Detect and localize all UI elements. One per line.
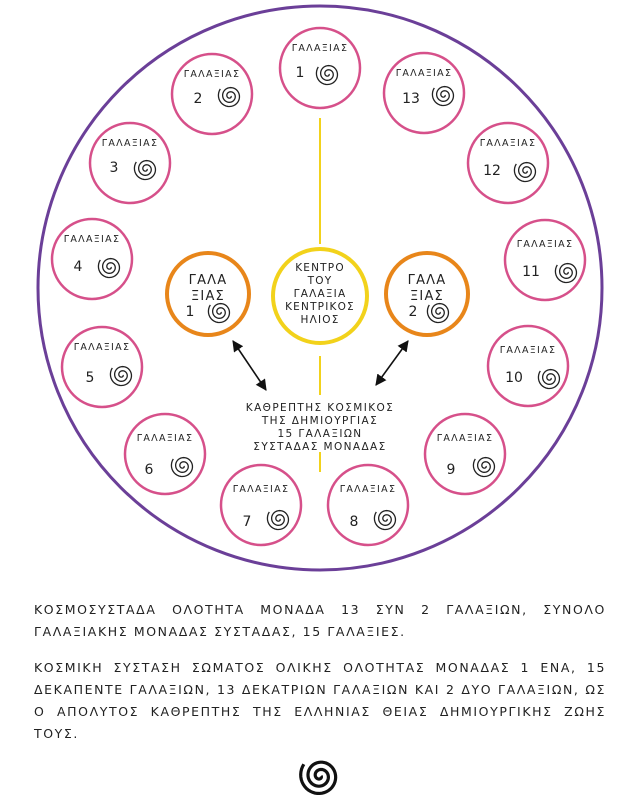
galaxy-number: 8 — [349, 514, 359, 530]
galaxy-label: ΓΑΛΑΞΙΑΣ — [232, 484, 290, 495]
galaxy-label: ΓΑΛΑΞΙΑΣ — [101, 138, 159, 149]
svg-text:ΓΑΛΑ: ΓΑΛΑ — [407, 273, 447, 288]
svg-text:ΞΙΑΣ: ΞΙΑΣ — [191, 289, 225, 304]
galaxy-4 — [52, 219, 132, 299]
galaxy-5 — [62, 327, 142, 407]
galaxy-number: 1 — [295, 65, 305, 81]
svg-text:2: 2 — [408, 304, 418, 320]
galaxy-label: ΓΑΛΑΞΙΑΣ — [436, 433, 494, 444]
svg-text:ΞΙΑΣ: ΞΙΑΣ — [410, 289, 444, 304]
galaxy-3 — [90, 123, 170, 203]
galaxy-number: 3 — [109, 160, 119, 176]
svg-text:ΓΑΛΑΞΙΑ: ΓΑΛΑΞΙΑ — [293, 288, 347, 300]
svg-text:ΤΟΥ: ΤΟΥ — [307, 275, 333, 287]
svg-text:15 ΓΑΛΑΞΙΩΝ: 15 ΓΑΛΑΞΙΩΝ — [277, 428, 363, 440]
spiral-icon — [288, 752, 352, 800]
galaxy-12 — [468, 123, 548, 203]
galaxy-number: 4 — [73, 259, 83, 275]
galaxy-10 — [488, 326, 568, 406]
galaxy-label: ΓΑΛΑΞΙΑΣ — [136, 433, 194, 444]
galaxy-number: 12 — [483, 163, 501, 179]
galaxy-number: 2 — [193, 91, 203, 107]
galaxy-label: ΓΑΛΑΞΙΑΣ — [395, 68, 453, 79]
galaxy-13 — [384, 53, 464, 133]
svg-text:ΤΗΣ ΔΗΜΙΟΥΡΓΙΑΣ: ΤΗΣ ΔΗΜΙΟΥΡΓΙΑΣ — [261, 415, 379, 427]
galaxy-9 — [425, 414, 505, 494]
galaxy-label: ΓΑΛΑΞΙΑΣ — [479, 138, 537, 149]
galaxy-number: 5 — [85, 370, 95, 386]
svg-text:ΓΑΛΑ: ΓΑΛΑ — [188, 273, 228, 288]
galaxy-label: ΓΑΛΑΞΙΑΣ — [183, 69, 241, 80]
galaxy-label: ΓΑΛΑΞΙΑΣ — [73, 342, 131, 353]
svg-text:ΚΕΝΤΡΙΚΟΣ: ΚΕΝΤΡΙΚΟΣ — [285, 301, 355, 313]
svg-text:ΣΥΣΤΑΔΑΣ ΜΟΝΑΔΑΣ: ΣΥΣΤΑΔΑΣ ΜΟΝΑΔΑΣ — [253, 441, 387, 453]
svg-text:ΚΕΝΤΡΟ: ΚΕΝΤΡΟ — [295, 262, 345, 274]
galaxy-1 — [280, 28, 360, 108]
inner-galaxy-2 — [386, 253, 468, 335]
galaxy-label: ΓΑΛΑΞΙΑΣ — [339, 484, 397, 495]
galaxy-label: ΓΑΛΑΞΙΑΣ — [291, 43, 349, 54]
galaxy-8 — [328, 465, 408, 545]
arrow-left — [233, 341, 266, 390]
inner-galaxy-1 — [167, 253, 249, 335]
galaxy-11 — [505, 220, 585, 300]
galaxy-number: 11 — [522, 264, 540, 280]
arrow-right — [376, 341, 408, 385]
galaxy-number: 7 — [242, 514, 252, 530]
galaxy-7 — [221, 465, 301, 545]
central-sun — [273, 249, 367, 343]
galaxy-number: 10 — [505, 370, 523, 386]
caption-description: ΚΟΣΜΙΚΗ ΣΥΣΤΑΣΗ ΣΩΜΑΤΟΣ ΟΛΙΚΗΣ ΟΛΟΤΗΤΑΣ ΜΟΝΑΔΑΣ 1 ΕΝΑ, 15 ΔΕΚΑΠΕΝΤΕ ΓΑΛΑΞΙΩΝ, 13 ΔΕΚΑΤΡΙΩΝ ΓΑΛΑΞΙΩΝ ΚΑΙ 2 ΔΥΟ ΓΑΛΑΞΙΩΝ, ΩΣ Ο ΑΠΟΛΥΤΟΣ ΚΑΘΡΕΠΤΗΣ ΤΗΣ ΕΛΛΗΝΙΑΣ ΘΕΙΑΣ ΔΗΜΙΟΥΡΓΙΚΗΣ ΖΩΗΣ ΤΟΥΣ. — [34, 660, 606, 741]
galaxy-label: ΓΑΛΑΞΙΑΣ — [499, 345, 557, 356]
svg-text:ΗΛΙΟΣ: ΗΛΙΟΣ — [300, 314, 340, 326]
galaxy-label: ΓΑΛΑΞΙΑΣ — [516, 239, 574, 250]
galaxy-number: 9 — [446, 462, 456, 478]
galaxy-6 — [125, 414, 205, 494]
caption-summary: ΚΟΣΜΟΣΥΣΤΑΔΑ ΟΛΟΤΗΤΑ ΜΟΝΑΔΑ 13 ΣΥΝ 2 ΓΑΛΑΞΙΩΝ, ΣΥΝΟΛΟ ΓΑΛΑΞΙΑΚΗΣ ΜΟΝΑΔΑΣ ΣΥΣΤΑΔΑΣ, 15 ΓΑΛΑΞΙΕΣ. — [34, 602, 606, 639]
cosmic-mirror-text — [246, 402, 394, 453]
galaxy-label: ΓΑΛΑΞΙΑΣ — [63, 234, 121, 245]
galaxy-2 — [172, 54, 252, 134]
svg-text:ΚΑΘΡΕΠΤΗΣ ΚΟΣΜΙΚΟΣ: ΚΑΘΡΕΠΤΗΣ ΚΟΣΜΙΚΟΣ — [245, 402, 395, 414]
galaxy-number: 13 — [402, 91, 420, 107]
galaxy-number: 6 — [144, 462, 154, 478]
svg-text:1: 1 — [185, 304, 195, 320]
